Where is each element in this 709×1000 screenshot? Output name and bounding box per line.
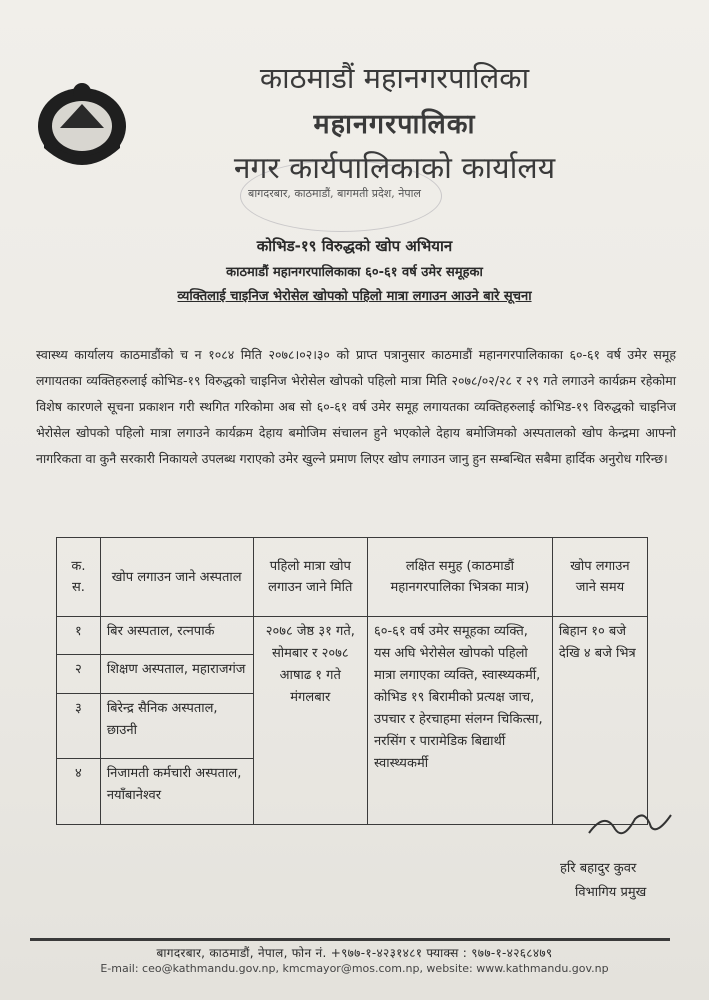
vaccination-date: २०७८ जेष्ठ ३१ गते, सोमबार र २०७८ आषाढ १ गते मंगलबार bbox=[253, 617, 367, 825]
row-hospital: बिर अस्पताल, रत्नपार्क bbox=[100, 617, 253, 655]
notice-subtitle: काठमाडौं महानगरपालिकाका ६०-६१ वर्ष उमेर समूहका bbox=[226, 265, 483, 280]
row-serial: ४ bbox=[57, 759, 101, 825]
campaign-title: कोभिड-१९ विरुद्धको खोप अभियान bbox=[256, 237, 453, 255]
vaccination-time: बिहान १० बजे देखि ४ बजे भित्र bbox=[552, 617, 647, 825]
header-hospital: खोप लगाउन जाने अस्पताल bbox=[100, 538, 253, 617]
organization-name: काठमाडौं महानगरपालिका bbox=[259, 61, 530, 95]
notice-body: स्वास्थ्य कार्यालय काठमाडौंको च न १०८४ मिति २०७८।०२।३० को प्राप्त पत्रानुसार काठमाडौं महानगरपालिकाका ६०-६१ वर्ष उमेर समूह लगायतका व्यक्तिहरुलाई कोभिड-१९ विरुद्धको चाइनिज भेरोसेल खोपको पहिलो मात्रा मिति २०७८/०२/२८ र २९ गते लगाउने कार्यक्रम रहेकोमा विशेष कारणले सूचना प्रकाशन गरी स्थगित गरिकोमा अब सो ६०-६१ वर्ष उमेर समूह लगायतका व्यक्तिहरुलाई कोभिड-१९ विरुद्धको चाइनिज भेरोसेल खोपको पहिलो मात्रा लगाउने कार्यक्रम देहाय बमोजिम संचालन हुने भएकोले देहाय बमोजिमको अस्पतालको खोप केन्द्रमा आफ्नो नागरिकता वा कुनै सरकारी निकायले उपलब्ध गराएको उमेर खुल्ने प्रमाण लिएर खोप लगाउन जानु हुन सम्बन्धित सबैमा हार्दिक अनुरोध गरिन्छ। bbox=[36, 347, 676, 466]
row-hospital: निजामती कर्मचारी अस्पताल, नयाँबानेश्वर bbox=[100, 759, 253, 825]
header-serial: क. स. bbox=[57, 538, 101, 617]
row-serial: २ bbox=[57, 655, 101, 693]
signer-title: विभागिय प्रमुख bbox=[575, 885, 647, 900]
signature-scribble-icon bbox=[585, 805, 675, 845]
vaccination-schedule-table bbox=[56, 537, 648, 825]
signer-name: हरि बहादुर कुवर bbox=[560, 861, 637, 876]
footer-divider bbox=[30, 938, 670, 941]
office-name: नगर कार्यपालिकाको कार्यालय bbox=[233, 151, 556, 186]
row-serial: १ bbox=[57, 617, 101, 655]
footer-email-website: E-mail: ceo@kathmandu.gov.np, kmcmayor@mos.com.np, website: www.kathmandu.gov.np bbox=[100, 962, 609, 975]
office-stamp bbox=[240, 160, 442, 232]
row-hospital: बिरेन्द्र सैनिक अस्पताल, छाउनी bbox=[100, 693, 253, 759]
table-row bbox=[57, 617, 648, 655]
header-date: पहिलो मात्रा खोप लगाउन जाने मिति bbox=[253, 538, 367, 617]
notice-title: व्यक्तिलाई चाइनिज भेरोसेल खोपको पहिलो मात्रा लगाउन आउने बारे सूचना bbox=[177, 289, 532, 304]
office-address: बागदरबार, काठमाडौं, बागमती प्रदेश, नेपाल bbox=[248, 187, 421, 200]
row-hospital: शिक्षण अस्पताल, महाराजगंज bbox=[100, 655, 253, 693]
header-time: खोप लगाउन जाने समय bbox=[552, 538, 647, 617]
seal-text: महानगरपालिका bbox=[313, 109, 476, 140]
row-serial: ३ bbox=[57, 693, 101, 759]
header-target-group: लक्षित समुह (काठमाडौं महानगरपालिका भित्रका मात्र) bbox=[367, 538, 552, 617]
target-group: ६०-६१ वर्ष उमेर समूहका व्यक्ति, यस अघि भेरोसेल खोपको पहिलो मात्रा लगाएका व्यक्ति, स्वास्थ्यकर्मी, कोभिड १९ बिरामीको प्रत्यक्ष जाच, उपचार र हेरचाहमा संलग्न चिकित्सा, नरसिंग र पारामेडिक बिद्यार्थी स्वास्थ्यकर्मी bbox=[367, 617, 552, 825]
footer-contact: बागदरबार, काठमाडौं, नेपाल, फोन नं. +९७७-१-४२३१४८१ फ्याक्स : ९७७-१-४२६८४७९ bbox=[156, 946, 553, 960]
table-header-row bbox=[57, 538, 648, 617]
